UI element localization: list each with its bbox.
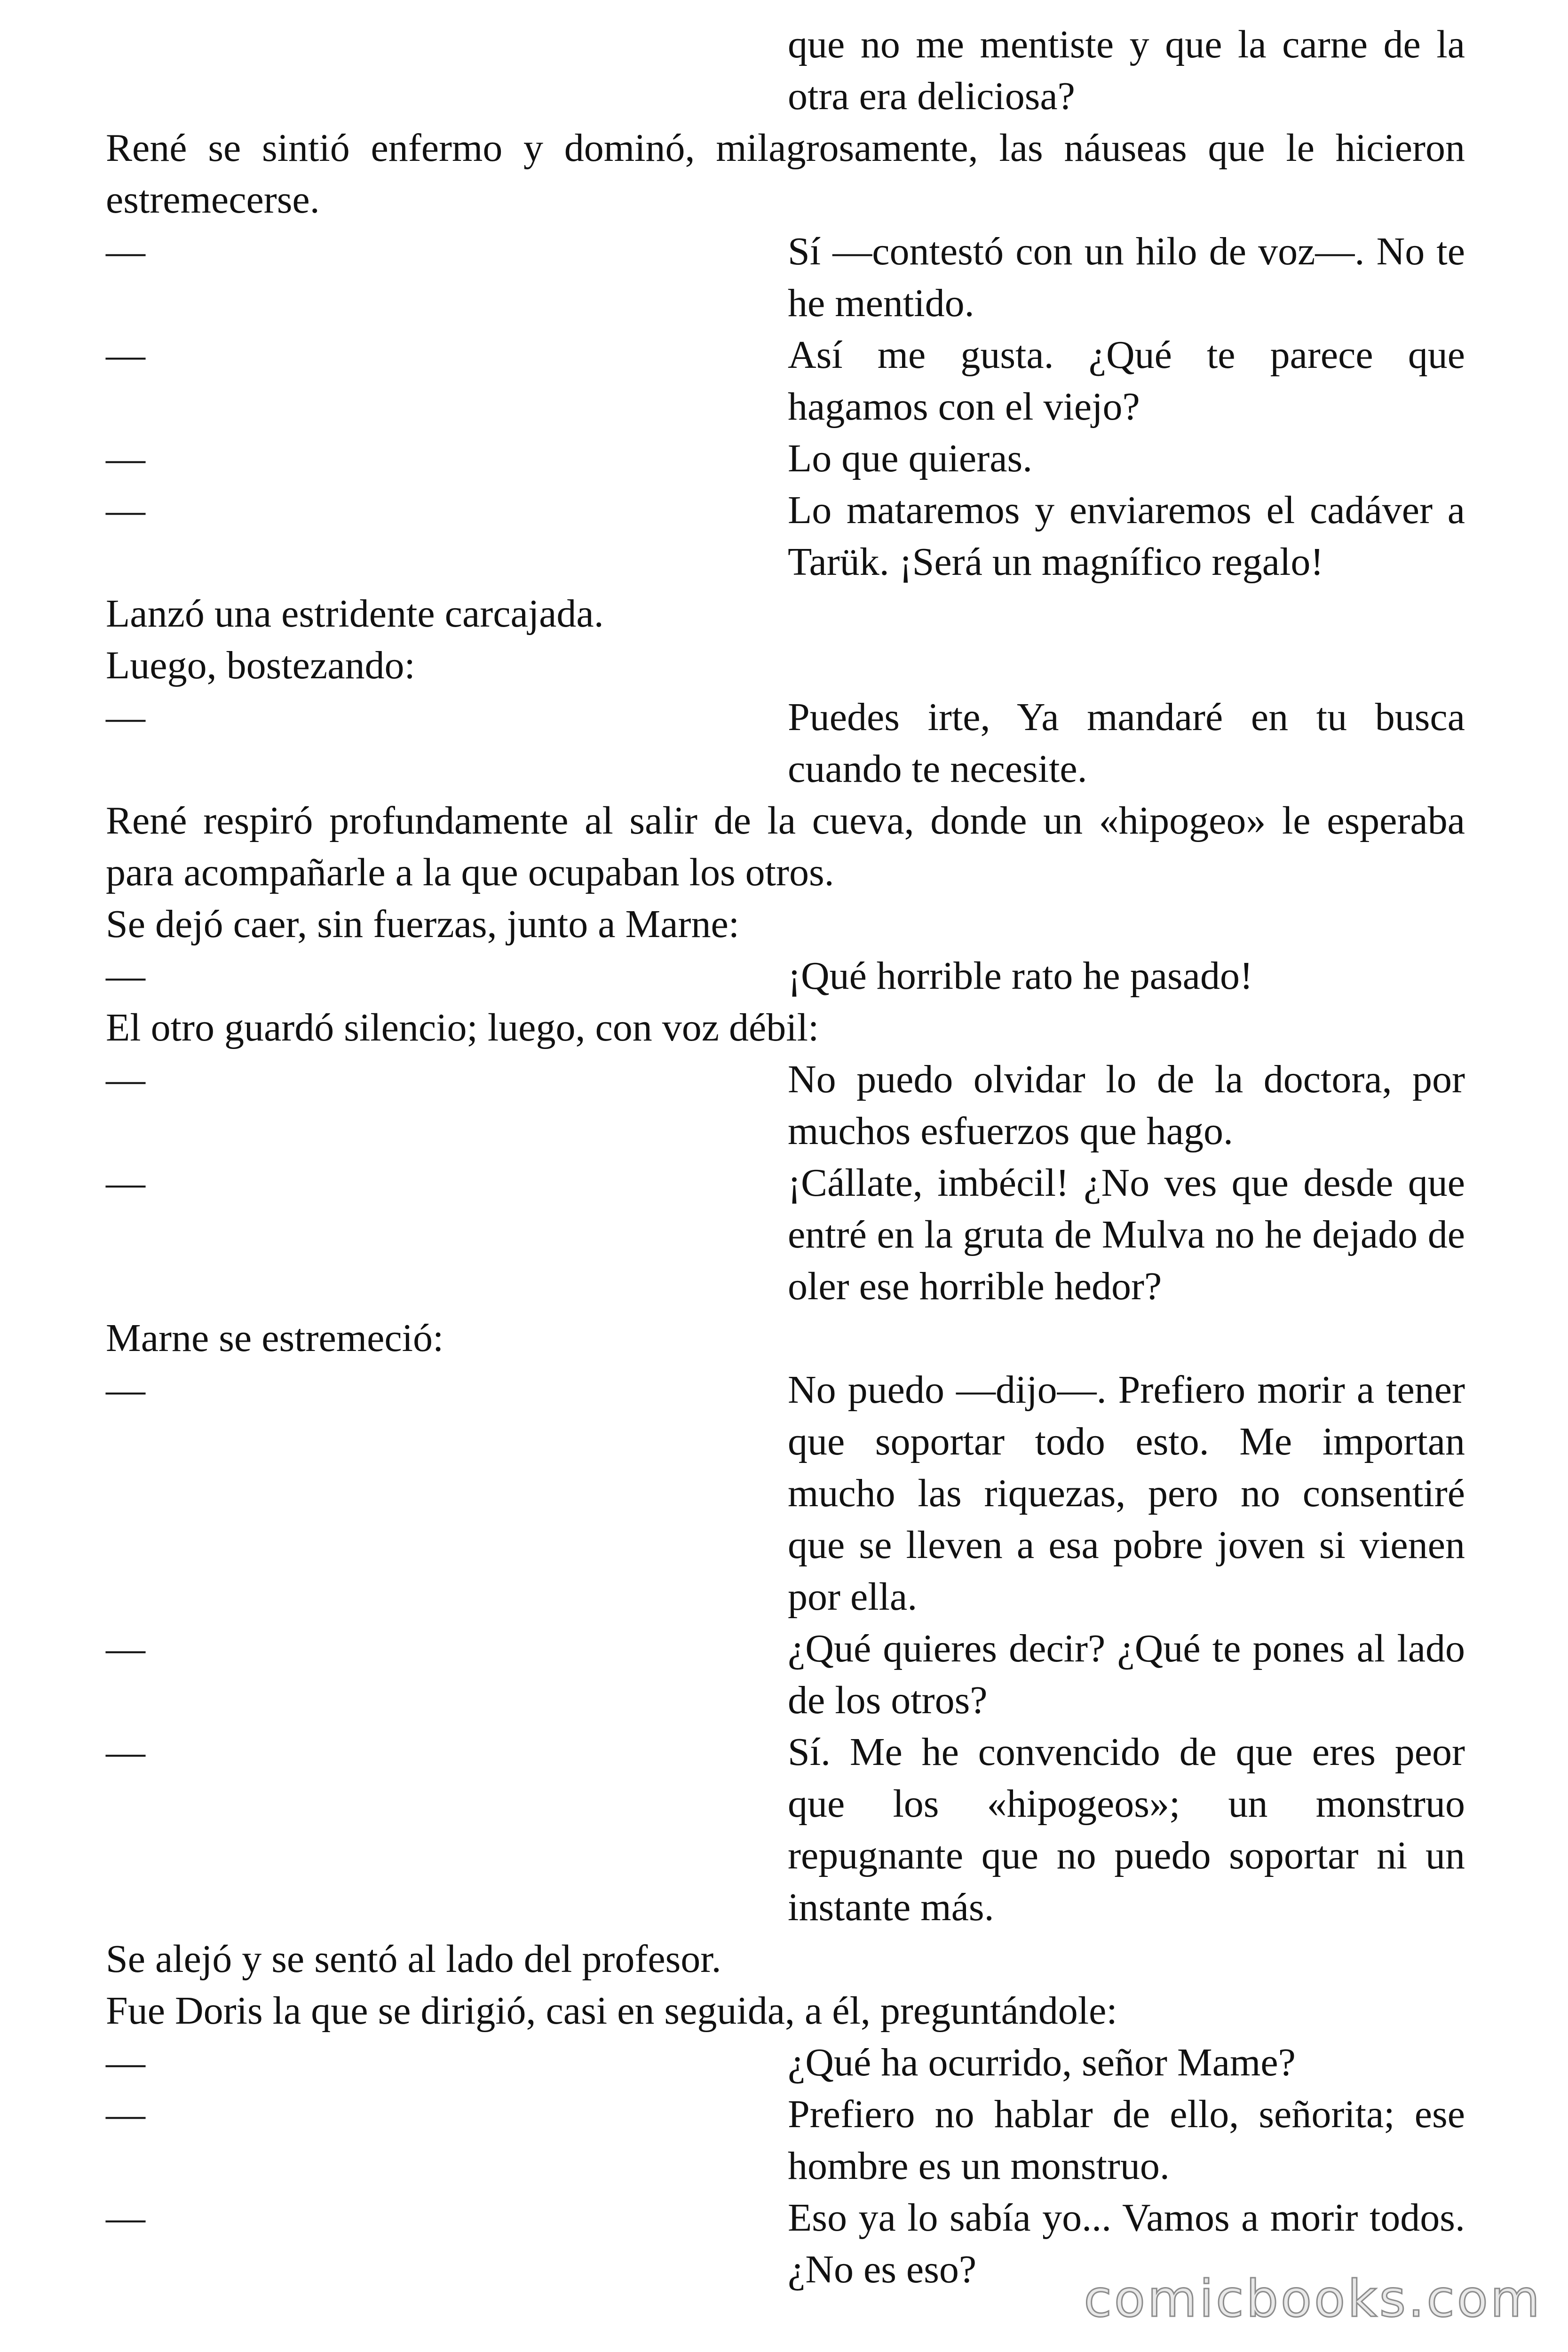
dialogue-dash: — <box>106 333 145 377</box>
dialogue-line <box>106 226 1465 329</box>
dialogue-dash: — <box>106 437 145 480</box>
dialogue-text: Puedes irte, Ya mandaré en tu busca cuando te necesite. <box>788 695 1465 791</box>
dialogue-dash: — <box>106 488 145 532</box>
dialogue-line <box>106 2037 1465 2089</box>
dialogue-dash: — <box>106 1057 145 1101</box>
dialogue-text: ¡Cállate, imbécil! ¿No ves que desde que entré en la gruta de Mulva no he dejado de oler ese horrible hedor? <box>788 1161 1465 1308</box>
dialogue-line <box>106 1364 1465 1623</box>
narrative-paragraph: El otro guardó silencio; luego, con voz débil: <box>106 1006 819 1049</box>
dialogue-line <box>106 1054 1465 1157</box>
narrative-paragraph: Lanzó una estridente carcajada. <box>106 592 604 636</box>
dialogue-line <box>106 1623 1465 1726</box>
dialogue-line <box>106 1726 1465 1933</box>
dialogue-text: Sí —contestó con un hilo de voz—. No te he mentido. <box>788 230 1465 325</box>
dialogue-dash: — <box>106 954 145 998</box>
dialogue-dash: — <box>106 1368 145 1412</box>
dialogue-text: ¡Qué horrible rato he pasado! <box>788 954 1253 998</box>
dialogue-dash: — <box>106 695 145 739</box>
dialogue-text: No puedo olvidar lo de la doctora, por muchos esfuerzos que hago. <box>788 1057 1465 1153</box>
dialogue-dash: — <box>106 2041 145 2084</box>
dialogue-dash: — <box>106 1730 145 1774</box>
book-page <box>106 19 1465 2296</box>
dialogue-text: Lo mataremos y enviaremos el cadáver a Tarük. ¡Será un magnífico regalo! <box>788 488 1465 584</box>
dialogue-text: ¿Qué quieres decir? ¿Qué te pones al lado de los otros? <box>788 1627 1465 1722</box>
dialogue-text: Sí. Me he convencido de que eres peor que los «hipogeos»; un monstruo repugnante que no puedo soportar ni un instante más. <box>788 1730 1465 1929</box>
dialogue-line <box>106 485 1465 588</box>
narrative-paragraph: Fue Doris la que se dirigió, casi en seguida, a él, preguntándole: <box>106 1989 1117 2033</box>
dialogue-line <box>106 1157 1465 1312</box>
dialogue-line <box>106 2089 1465 2192</box>
narrative-paragraph: René se sintió enfermo y dominó, milagrosamente, las náuseas que le hicieron estremecerse. <box>106 126 1465 222</box>
dialogue-text: Eso ya lo sabía yo... Vamos a morir todos. ¿No es eso? <box>788 2196 1465 2291</box>
narrative-paragraph: Marne se estremeció: <box>106 1316 444 1360</box>
narrative-paragraph: Se dejó caer, sin fuerzas, junto a Marne: <box>106 902 740 946</box>
dialogue-text: No puedo —dijo—. Prefiero morir a tener que soportar todo esto. Me importan mucho las riquezas, pero no consentiré que se lleven a esa pobre joven si vienen por ella. <box>788 1368 1465 1619</box>
narrative-paragraph: Se alejó y se sentó al lado del profesor. <box>106 1937 721 1981</box>
dialogue-dash: — <box>106 2092 145 2136</box>
dialogue-dash: — <box>106 1627 145 1670</box>
narrative-paragraph: Luego, bostezando: <box>106 644 415 687</box>
dialogue-text: Lo que quieras. <box>788 437 1033 480</box>
dialogue-dash: — <box>106 1161 145 1205</box>
dialogue-line <box>106 433 1465 485</box>
narrative-paragraph: René respiró profundamente al salir de la cueva, donde un «hipogeo» le esperaba para acompañarle a la que ocupaban los otros. <box>106 799 1465 894</box>
dialogue-text: Prefiero no hablar de ello, señorita; ese hombre es un monstruo. <box>788 2092 1465 2188</box>
dialogue-line <box>106 691 1465 795</box>
dialogue-dash: — <box>106 2196 145 2240</box>
dialogue-line <box>106 950 1465 1002</box>
dialogue-text: Así me gusta. ¿Qué te parece que hagamos con el viejo? <box>788 333 1465 429</box>
continued-dialogue: que no me mentiste y que la carne de la otra era deliciosa? <box>788 23 1465 118</box>
watermark: comicbooks.com <box>1084 2270 1542 2328</box>
dialogue-dash: — <box>106 230 145 273</box>
dialogue-text: ¿Qué ha ocurrido, señor Mame? <box>788 2041 1296 2084</box>
dialogue-line <box>106 329 1465 433</box>
